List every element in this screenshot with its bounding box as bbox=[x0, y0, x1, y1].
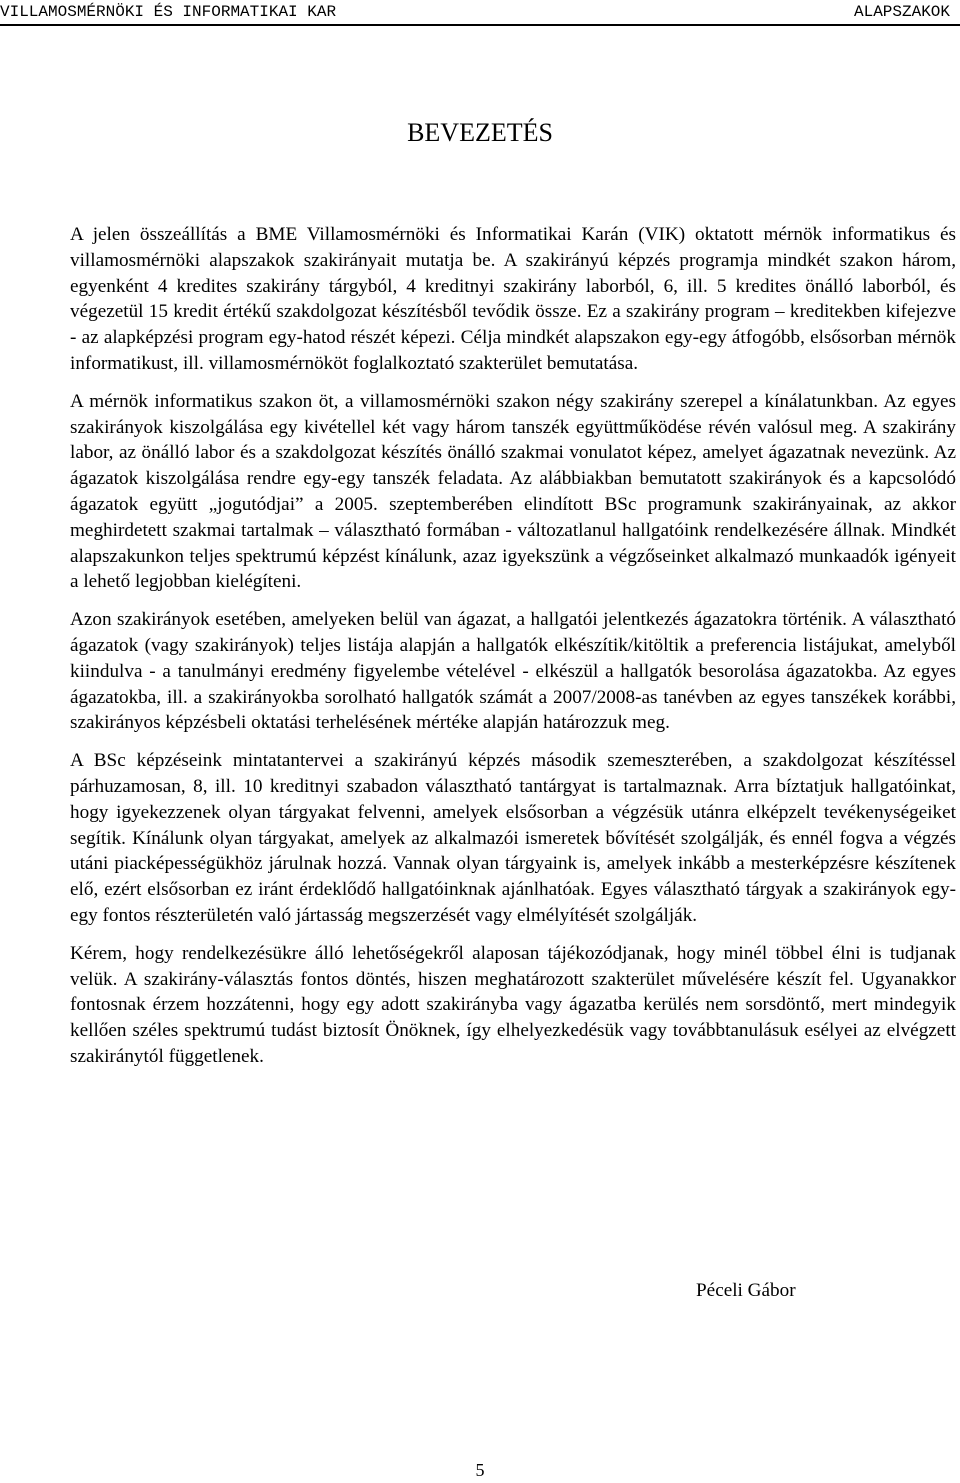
page-number: 5 bbox=[475, 1460, 485, 1480]
header-section-name: ALAPSZAKOK bbox=[853, 3, 950, 21]
page-title: BEVEZETÉS bbox=[407, 118, 553, 147]
paragraph-2: A mérnök informatikus szakon öt, a villamosmérnöki szakon négy szakirány szerepel a kínálatunkban. Az egyes szakirányok kiszolgálása egy kivétellel két vagy három tanszék együttműködése révén valósul meg. A szakirány labor, az önálló labor és a szakdolgozat készítés önálló szakmai vonulatot képez, amelyet ágazatnak nevezünk. Az ágazatok kiszolgálása rendre egy-egy tanszék feladata. Az alábbiakban bemutatott szakirányok és a kapcsolódó ágazatok együtt „jogutódjai” a 2005. szeptemberében elindított BSc programunk szakirányainak, az akkor meghirdetett szakmai tartalmak – választható formában - változatlanul hallgatóink rendelkezésére állnak. Mindkét alapszakunkon teljes spektrumú képzést kínálunk, azaz igyekszünk a végzőseinket alkalmazó munkaadók igényeit a lehető legjobban kielégíteni. bbox=[70, 390, 956, 593]
paragraph-3: Azon szakirányok esetében, amelyeken belül van ágazat, a hallgatói jelentkezés ágazatokra történik. A választható ágazatok (vagy szakirányok) teljes listája alapján a hallgatók elkészítik/kitöltik a preferencia listájukat, amelyből kiindulva - a tanulmányi eredmény figyelembe vételével - elkészül a hallgatók besorolása ágazatokba. Az egyes ágazatokba, ill. a szakirányokba sorolható hallgatók számát a 2007/2008-as tanévben az egyes tanszékek korábbi, szakirányos képzésbeli oktatási terhelésének mértéke alapján határozzuk meg. bbox=[70, 609, 956, 734]
paragraph-5: Kérem, hogy rendelkezésükre álló lehetőségekről alaposan tájékozódjanak, hogy minél többel élni is tudjanak velük. A szakirány-választás fontos döntés, hiszen meghatározott szakterület művelésére készít fel. Ugyanakkor fontosnak érzem hozzátenni, hogy egy adott szakirányba vagy ágazatba kerülés nem sorsdöntő, mert mindegyik kellően széles spektrumú tudást biztosít Önöknek, így elhelyezkedésük vagy továbbtanulásuk esélyei az elvégzett szakiránytól függetlenek. bbox=[70, 942, 956, 1067]
header-faculty-name: VILLAMOSMÉRNÖKI ÉS INFORMATIKAI KAR bbox=[0, 3, 337, 21]
author-signature: Péceli Gábor bbox=[696, 1280, 796, 1301]
body-text bbox=[70, 222, 956, 1082]
paragraph-1: A jelen összeállítás a BME Villamosmérnöki és Informatikai Karán (VIK) oktatott mérnök informatikus és villamosmérnöki alapszakok szakirányait mutatja be. A szakirányú képzés programja mindkét szakon három, egyenként 4 kredites szakirány tárgyból, 4 kreditnyi szakirány laborból, 6, ill. 5 kredites önálló laborból, és végezetül 15 kredit értékű szakdolgozat készítésből tevődik össze. Ez a szakirány program – kreditekben kifejezve - az alapképzési program egy-hatod részét képezi. Célja mindkét alapszakon egy-egy átfogóbb, elsősorban mérnök informatikust, ill. villamosmérnököt foglalkoztató szakterület bemutatása. bbox=[70, 224, 956, 374]
paragraph-4: A BSc képzéseink mintatantervei a szakirányú képzés második szemeszterében, a szakdolgozat készítéssel párhuzamosan, 8, ill. 10 kreditnyi szabadon választható tantárgyat is tartalmaznak. Arra bíztatjuk hallgatóinkat, hogy igyekezzenek olyan tárgyakat felvenni, amelyek elsősorban a végzésük utánra elképzelt tevékenységeiket segítik. Kínálunk olyan tárgyakat, amelyek az alkalmazói ismeretek bővítését szolgálják, és ennél fogva a végzés utáni piacképességükhöz járulnak hozzá. Vannak olyan tárgyaink is, amelyek inkább a mesterképzésre készítenek elő, ezért elsősorban ez iránt érdeklődő hallgatóinknak ajánlhatóak. Egyes választható tárgyak a szakirányok egy-egy fontos részterületén való jártasság megszerzését vagy elmélyítését szolgálják. bbox=[70, 750, 956, 926]
running-header bbox=[0, 0, 960, 26]
